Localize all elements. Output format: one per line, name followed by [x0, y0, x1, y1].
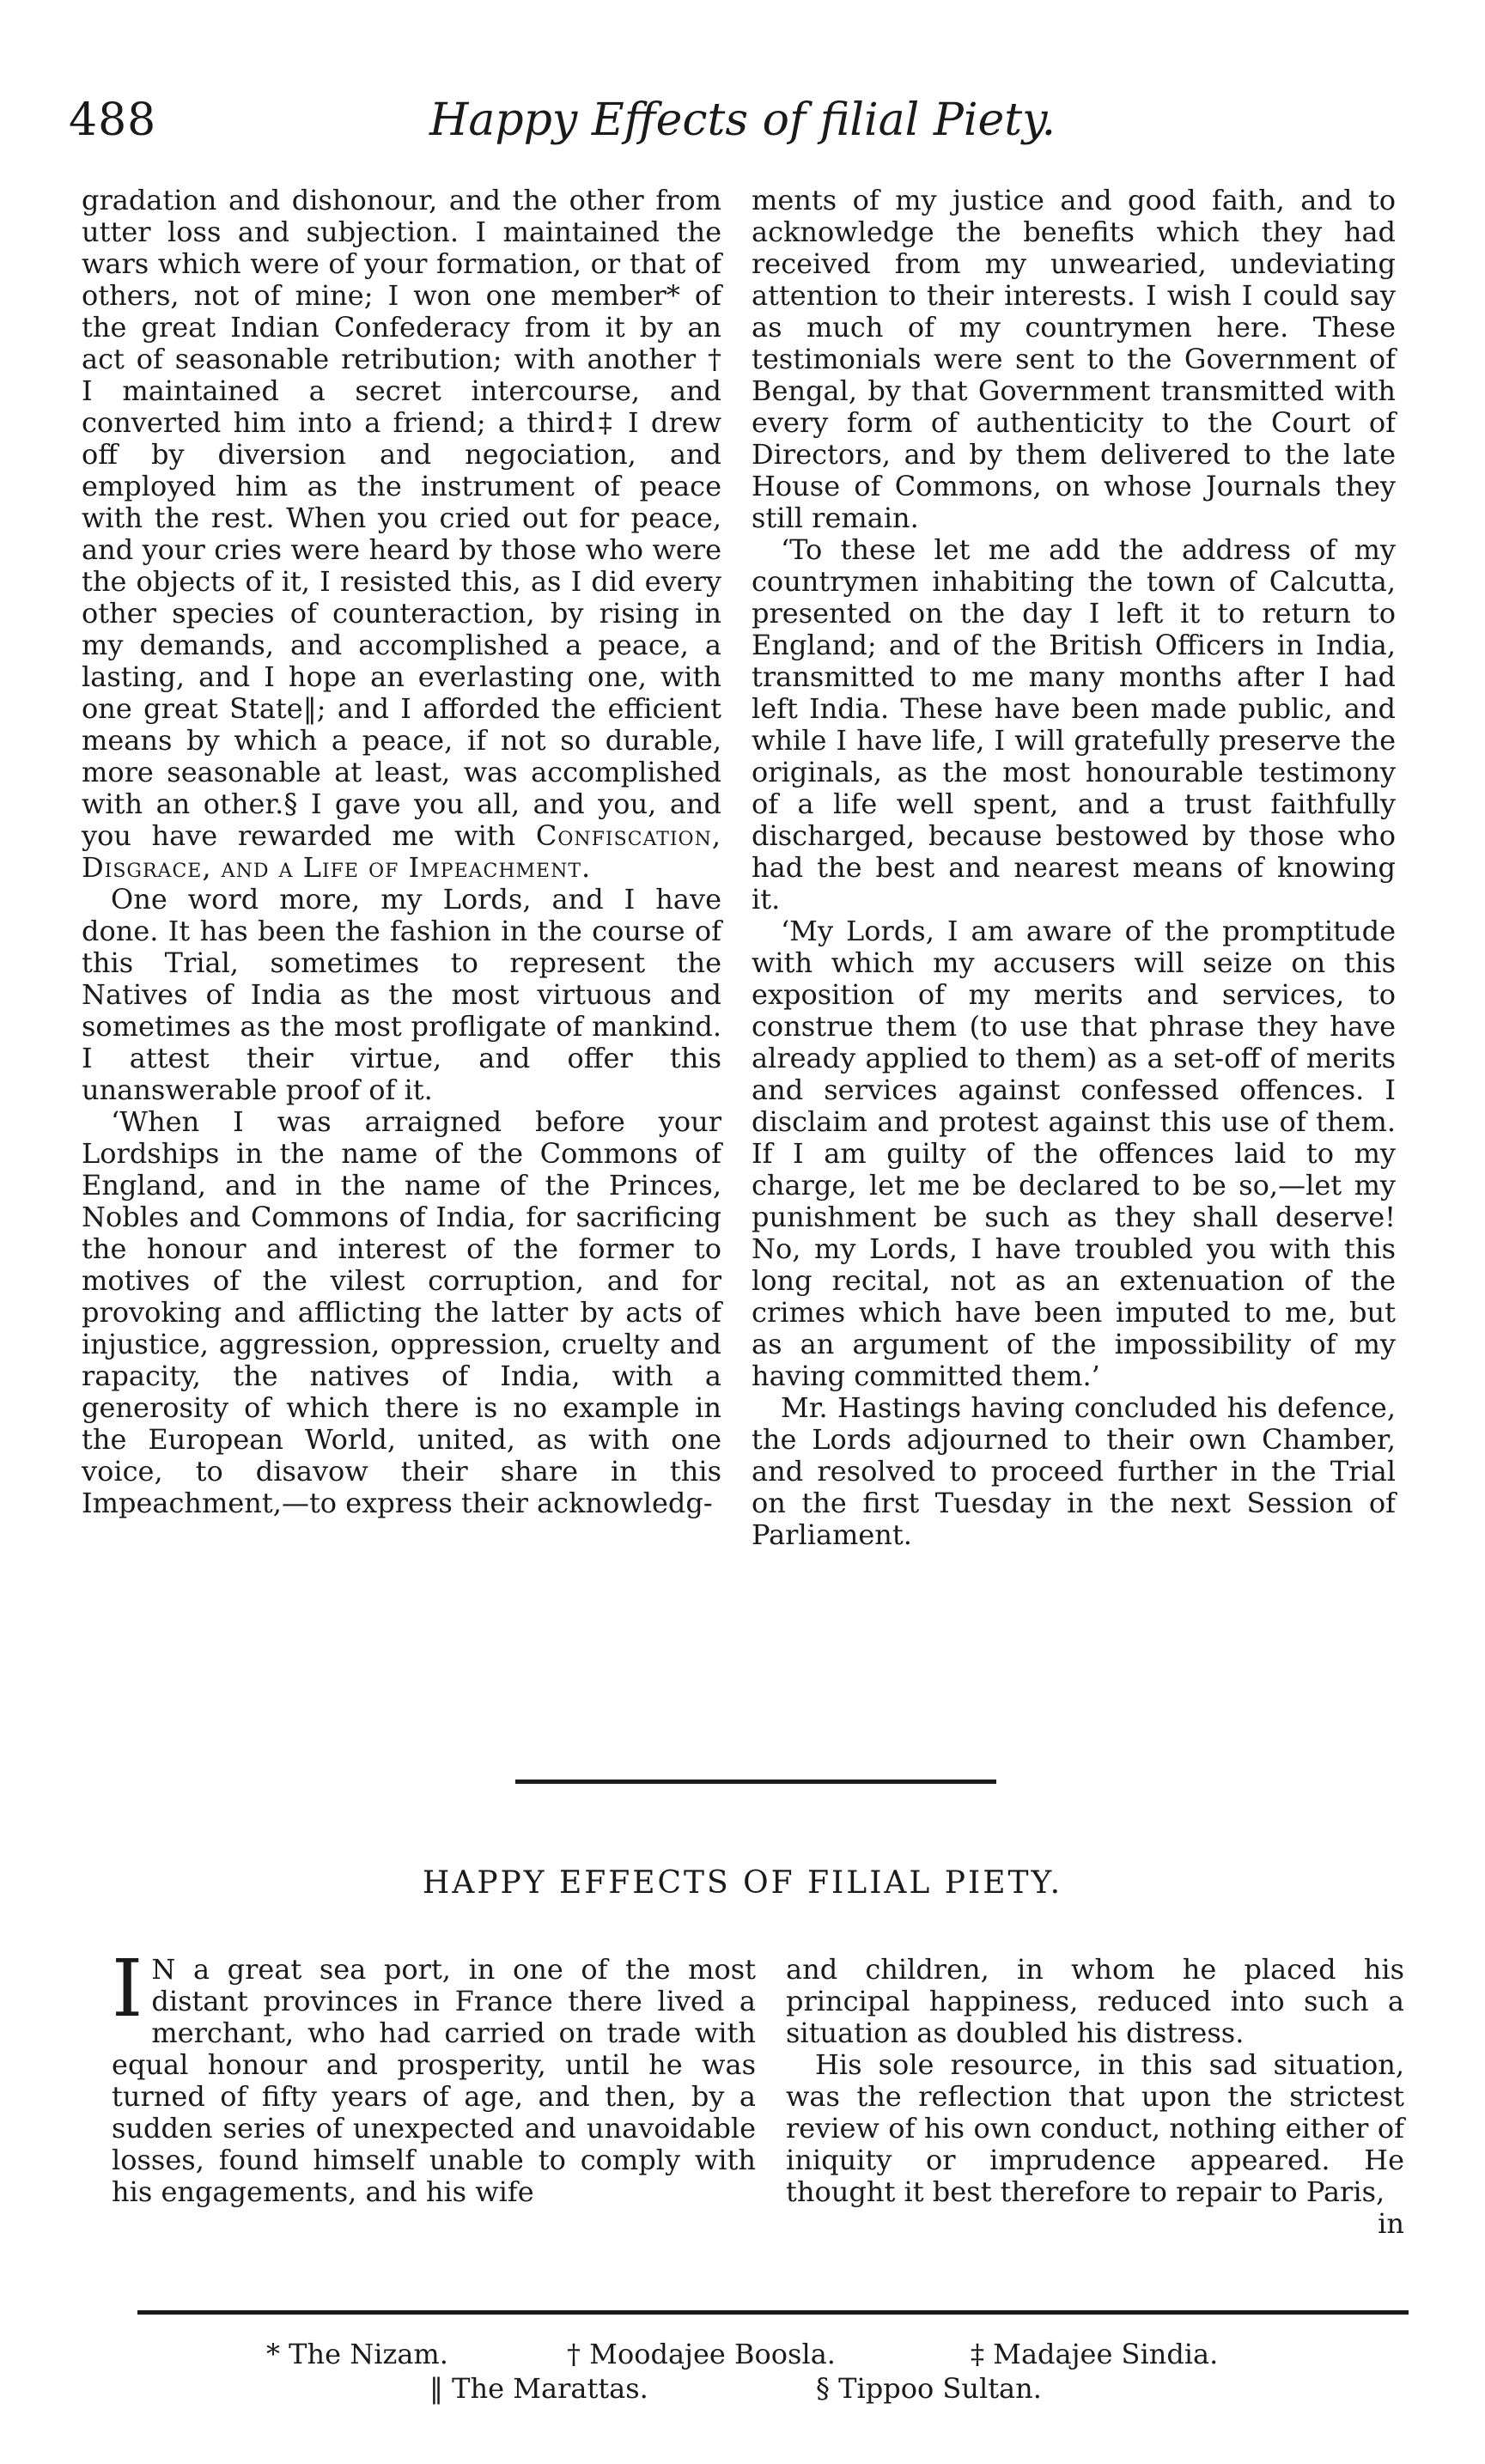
- running-title: Happy Effects of filial Piety.: [429, 94, 1056, 146]
- paragraph: ‘When I was arraigned before your Lordships in the name of the Commons of England, and in the name of the Princes, Nobles and Commons of India, for sacrificing the honour and interest of the former to motives of the vilest corruption, and for provoking and afflicting the latter by acts of injustice, aggression, oppression, cruelty and rapacity, the natives of India, with a generosity of which there is no example in the European World, united, as with one voice, to disavow their share in this Impeachment,—to express their acknowledg-: [82, 1105, 721, 1519]
- section-divider: [515, 1780, 996, 1784]
- paragraph: ‘My Lords, I am aware of the promptitude with which my accusers will seize on this exposition of my merits and services, to construe them (to use that phrase they have already applied to them) as a set-off of merits and services against confessed offences. I disclaim and protest against this use of them. If I am guilty of the offences laid to my charge, let me be declared to be so,—let my punishment be such as they shall deserve! No, my Lords, I have troubled you with this long recital, not as an extenuation of the crimes which have been imputed to me, but as an argument of the impossibility of my having committed them.’: [752, 915, 1396, 1392]
- paragraph: ‘To these let me add the address of my countrymen inhabiting the town of Calcutta, presented on the day I left it to return to England; and of the British Officers in India, transmitted to me many months after I had left India. These have been made public, and while I have life, I will gratefully preserve the originals, as the most honourable testimony of a life well spent, and a trust faithfully discharged, because bestowed by those who had the best and nearest means of knowing it.: [752, 533, 1396, 916]
- column-left-top: [82, 185, 721, 1519]
- paragraph: His sole resource, in this sad situation, was the reflection that upon the strictest review of his own conduct, nothing either of iniquity or imprudence appeared. He thought it best therefore to repair to Paris,: [786, 2048, 1404, 2208]
- page-number: 488: [69, 94, 157, 146]
- section-title: HAPPY EFFECTS OF FILIAL PIETY.: [422, 1865, 1063, 1901]
- paragraph-text: gradation and dishonour, and the other from utter loss and subjection. I maintained the wars which were of your formation, or that of others, not of mine; I won one member* of the great Indian Confederacy from it by an act of seasonable retribution; with another † I maintained a secret intercourse, and converted him into a friend; a third‡ I drew off by diversion and negociation, and employed him as the instrument of peace with the rest. When you cried out for peace, and your cries were heard by those who were the objects of it, I resisted this, as I did every other species of counteraction, by rising in my demands, and accomplished a peace, a lasting, and I hope an everlasting one, with one great State‖; and I afforded the efficient means by which a peace, if not so durable, more seasonable at least, was accomplished with an other.§ I gave you all, and you, and you have rewarded me with: [82, 184, 721, 852]
- column-left-bottom: [112, 1943, 756, 2208]
- paragraph: One word more, my Lords, and I have done. It has been the fashion in the course of this Trial, sometimes to represent the Natives of India as the most virtuous and sometimes as the most profligate of mankind. I attest their virtue, and offer this unanswerable proof of it.: [82, 883, 721, 1106]
- paragraph: ments of my justice and good faith, and to acknowledge the benefits which they had received from my unwearied, undeviating attention to their interests. I wish I could say as much of my countrymen here. These testimonials were sent to the Government of Bengal, by that Government transmitted with every form of authenticity to the Court of Directors, and by them delivered to the late House of Commons, on whose Journals they still remain.: [752, 184, 1396, 534]
- footnote: † Moodajee Boosla.: [567, 2338, 836, 2370]
- footnote: ‖ The Marattas.: [429, 2372, 648, 2405]
- column-right-bottom: [786, 1954, 1404, 2240]
- catchword: in: [1378, 2207, 1404, 2240]
- paragraph: Mr. Hastings having concluded his defence, the Lords adjourned to their own Chamber, and resolved to proceed further in the Trial on the first Tuesday in the next Session of Parliament.: [752, 1391, 1396, 1551]
- footnote: § Tippoo Sultan.: [816, 2372, 1042, 2405]
- paragraph: [112, 1943, 756, 2208]
- footnote-rule: [137, 2310, 1409, 2315]
- footnote: ‡ Madajee Sindia.: [971, 2338, 1219, 2370]
- column-right-top: [752, 185, 1396, 1551]
- running-header: [69, 94, 1426, 163]
- paragraph-text: N a great sea port, in one of the most distant provinces in France there lived a merchant, who had carried on trade with equal honour and prosperity, until he was turned of fifty years of age, and then, by a sudden series of unexpected and unavoidable losses, found himself unable to comply with his engagements, and his wife: [112, 1953, 756, 2208]
- paragraph: and children, in whom he placed his principal happiness, reduced into such a situation as doubled his distress.: [786, 1953, 1404, 2049]
- small-caps-text: Confiscation, Disgrace, and a Life of Impeachment.: [82, 819, 722, 884]
- footnote: * The Nizam.: [266, 2338, 448, 2370]
- drop-cap: I: [112, 1943, 143, 2035]
- paragraph: [82, 185, 721, 884]
